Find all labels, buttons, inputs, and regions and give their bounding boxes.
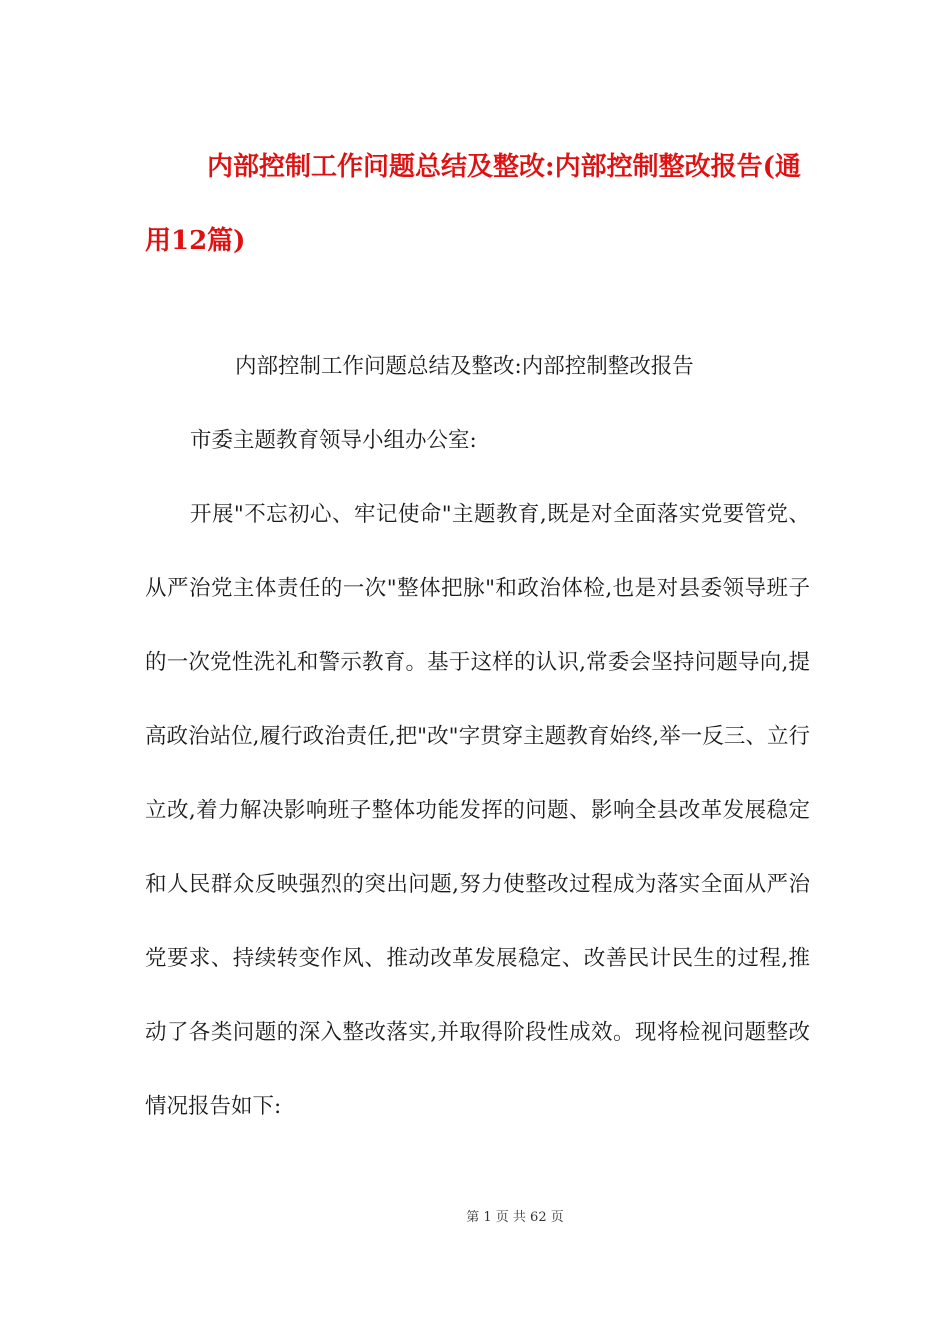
document-subtitle: 内部控制工作问题总结及整改:内部控制整改报告 xyxy=(235,354,694,379)
document-title: 内部控制工作问题总结及整改:内部控制整改报告(通用12篇) xyxy=(145,152,801,256)
page-number-footer: 第 1 页 共 62 页 xyxy=(466,1210,564,1225)
greeting-line: 市委主题教育领导小组办公室: xyxy=(190,428,477,453)
body-paragraph: 开展"不忘初心、牢记使命"主题教育,既是对全面落实党要管党、从严治党主体责任的一次"整体把脉"和政治体检,也是对县委领导班子的一次党性洗礼和警示教育。基于这样的认识,常委会坚持问题导向,提高政治站位,履行政治责任,把"改"字贯穿主题教育始终,举一反三、立行立改,着力解决影响班子整体功能发挥的问题、影响全县改革发展稳定和人民群众反映强烈的突出问题,努力使整改过程成为落实全面从严治党要求、持续转变作风、推动改革发展稳定、改善民计民生的过程,推动了各类问题的深入整改落实,并取得阶段性成效。现将检视问题整改情况报告如下: xyxy=(145,502,810,1119)
